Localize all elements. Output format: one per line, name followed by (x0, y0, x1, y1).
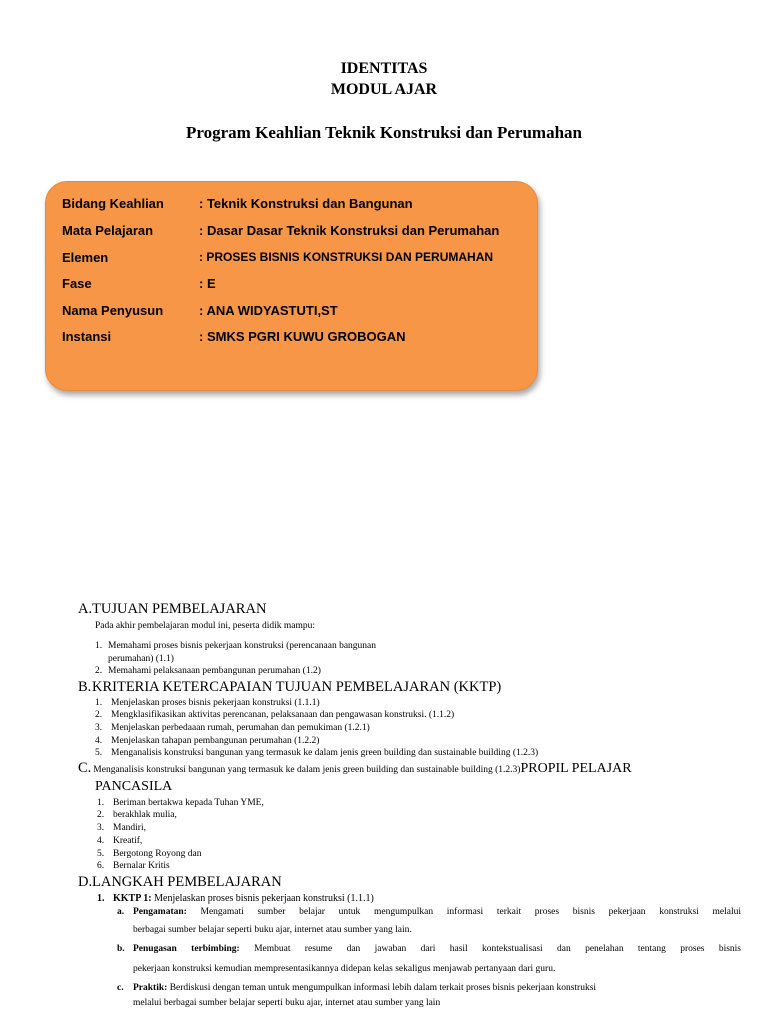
doc-title-identitas: IDENTITAS (340, 60, 428, 77)
section-c-heading (78, 760, 632, 777)
identity-value: : E (199, 276, 216, 291)
section-d-heading (78, 874, 282, 891)
identity-key: Fase (62, 276, 92, 291)
step-letter: b. (117, 944, 125, 954)
step-b-line1: Penugasan terbimbing: Membuat resume dan jawaban dari hasil kontekstualisasi dan penelahan tentang proses bisnis (133, 944, 742, 954)
step-a-line1: Pengamatan: Mengamati sumber belajar untuk mengumpulkan informasi terkait proses bisnis pekerjaan konstruksi melalui (133, 907, 741, 917)
doc-title-modul-ajar: MODUL AJAR (330, 81, 438, 98)
identity-value: : PROSES BISNIS KONSTRUKSI DAN PERUMAHAN (199, 250, 494, 264)
step-letter: c. (117, 983, 124, 993)
section-c-lead: Menganalisis konstruksi bangunan yang termasuk ke dalam jenis green building dan sustainable building (1.2.3) (93, 765, 521, 775)
section-b-heading (78, 679, 501, 696)
identity-card (45, 181, 538, 391)
section-a-heading (78, 601, 266, 618)
identity-value: : Teknik Konstruksi dan Bangunan (199, 196, 413, 211)
identity-key: Instansi (62, 329, 112, 344)
document-page: IDENTITAS MODUL AJAR Program Keahlian Teknik Konstruksi dan Perumahan Bidang Keahlian : Teknik Konstruksi dan Bangunan Mata Pelajaran : Dasar Dasar Teknik Konstruksi dan Perumahan Elemen : PROSES BISNIS KONSTRUKSI DAN PERUMAHAN Fase : E Nama Penyusun : ANA WIDYASTUTI,ST Instansi : SMKS PGRI KUWU GROBOGAN A.TUJUAN PEMBELAJARAN Pada akhir pembelajaran modul ini, peserta didik mampu: 1. Memahami proses bisnis pekerjaan konstruksi (perencanaan bangunan perumahan) (1.1) 2. Memahami pelaksanaan pembangunan perumahan (1.2) B.KRITERIA KETERCAPAIAN TUJUAN PEMBELAJARAN (KKTP) 1. Menjelaskan proses bisnis pekerjaan konstruksi (1.1.1) 2. Mengklasifikasikan aktivitas perencanan, pelaksanaan dan pengawasan konstruksi. (1.1.2) 3. Menjelaskan perbedaaan rumah, perumahan dan pemukiman (1.2.1) 4. Menjelaskan tahapan pembangunan perumahan (1.2.2) 5. Menganalisis konstruksi bangunan yang termasuk ke dalam jenis green building dan sustainable building (1.2.3) C. Menganalisis konstruksi bangunan yang termasuk ke dalam jenis green building dan sustainable building (1.2.3)PROPIL PELAJAR PANCASILA 1. Beriman bertakwa kepada Tuhan YME, 2. berakhlak mulia, 3. Mandiri, 4. Kreatif, 5. Bergotong Royong dan 6. Bernalar Kritis D.LANGKAH PEMBELAJARAN 1. KKTP 1: Menjelaskan proses bisnis pekerjaan konstruksi (1.1.1) a. Pengamatan: Mengamati sumber belajar untuk mengumpulkan informasi terkait proses bisnis pekerjaan konstruksi melalui berbagai sumber belajar seperti buku ajar, internet atau sumber yang lain. b. Penugasan terbimbing: Membuat resume dan jawaban dari hasil kontekstualisasi dan penelahan tentang proses bisnis pekerjaan konstruksi kemudian mempresentasikannya didepan kelas sekaligus menjawab pertanyaan dari guru. c. Praktik: Berdiskusi dengan teman untuk mengumpulkan informasi lebih dalam terkait proses bisnis pekerjaan konstruksi melalui berbagai sumber belajar seperti buku ajar, internet atau sumber yang lain (0, 0, 768, 1024)
identity-key: Nama Penyusun (62, 303, 164, 318)
section-letter: C. (78, 760, 92, 776)
step-c-line1: Praktik: Berdiskusi dengan teman untuk mengumpulkan informasi lebih dalam terkait proses bisnis pekerjaan konstruksi (133, 983, 597, 993)
identity-key: Mata Pelajaran (62, 223, 154, 238)
section-letter: D. (78, 874, 93, 890)
section-letter: A. (78, 601, 93, 617)
step-b-line2: pekerjaan konstruksi kemudian mempresentasikannya didepan kelas sekaligus menjawab pertanyaan dari guru. (133, 964, 556, 974)
section-title: KRITERIA KETERCAPAIAN TUJUAN PEMBELAJARAN (KKTP) (92, 679, 502, 695)
identity-value: : SMKS PGRI KUWU GROBOGAN (199, 329, 406, 344)
identity-key: Bidang Keahlian (62, 196, 164, 211)
section-title: LANGKAH PEMBELAJARAN (92, 874, 282, 890)
section-title: TUJUAN PEMBELAJARAN (92, 601, 267, 617)
identity-value: : ANA WIDYASTUTI,ST (199, 303, 338, 318)
section-title: PROPIL PELAJAR (520, 761, 632, 776)
step-a-line2: berbagai sumber belajar seperti buku ajar, internet atau sumber yang lain. (133, 925, 412, 935)
step-c-line2: melalui berbagai sumber belajar seperti buku ajar, internet atau sumber yang lain (133, 998, 441, 1008)
step-letter: a. (117, 907, 125, 917)
doc-subtitle-program: Program Keahlian Teknik Konstruksi dan Perumahan (186, 123, 582, 142)
section-a-intro: Pada akhir pembelajaran modul ini, peserta didik mampu: (95, 621, 316, 631)
identity-key: Elemen (62, 250, 109, 265)
section-letter: B. (78, 679, 92, 695)
section-c-title-continuation: PANCASILA (95, 779, 173, 794)
identity-value: : Dasar Dasar Teknik Konstruksi dan Perumahan (199, 223, 500, 238)
